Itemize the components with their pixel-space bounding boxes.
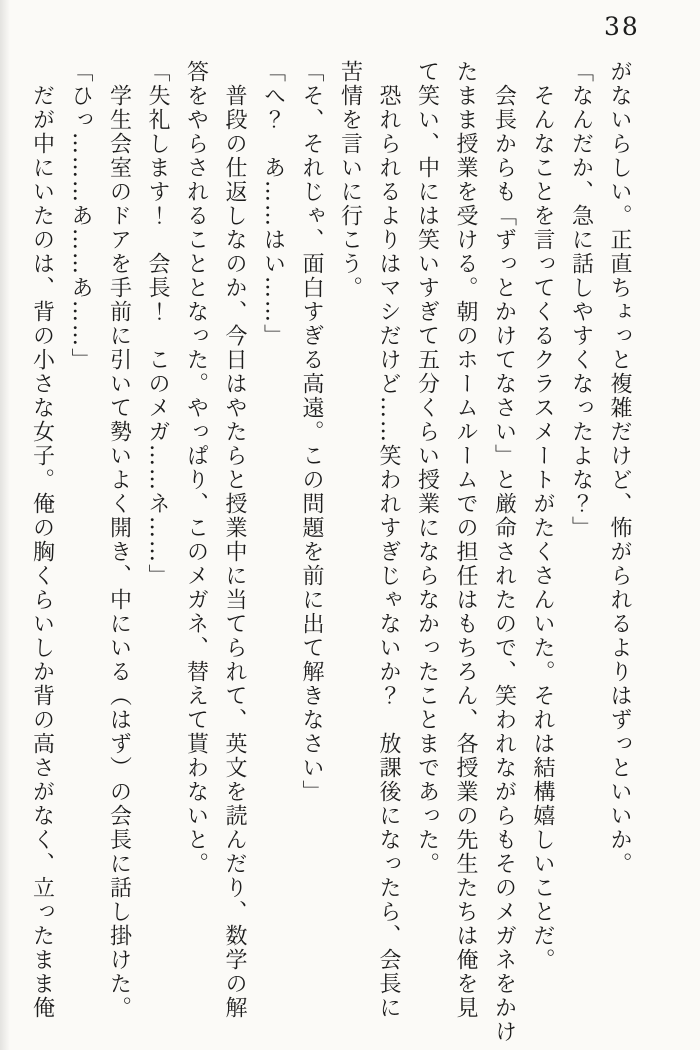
text-column-6: て笑い、中には笑いすぎて五分くらい授業にならなかったことまであった。 <box>414 60 440 876</box>
vertical-text-block <box>22 60 638 1046</box>
text-column-12: 答をやらされることとなった。やっぱり、このメガネ、替えて貰わないと。 <box>183 60 209 876</box>
text-column-16: だが中にいたのは、背の小さな女子。俺の胸くらいしか背の高さがなく、立ったまま俺 <box>29 84 55 1020</box>
text-column-11: 普段の仕返しなのか、今日はやたらと授業中に当てられて、英文を読んだり、数学の解 <box>222 84 247 1020</box>
text-column-8: 苦情を言いに行こう。 <box>337 60 363 300</box>
text-column-5: たまま授業を受ける。朝のホームルームでの担任はもちろん、各授業の先生たちは俺を見 <box>453 60 478 1020</box>
text-column-14: 学生会室のドアを手前に引いて勢いよく開き、中にいる（はず）の会長に話し掛けた。 <box>106 84 132 1020</box>
text-column-7: 恐れられるよりはマシだけど……笑われすぎじゃないか？ 放課後になったら、会長に <box>376 84 401 1020</box>
text-column-15: 「ひっ………あ……あ……」 <box>68 60 93 372</box>
text-column-9: 「そ、それじゃ、面白すぎる高遠。この問題を前に出て解きなさい」 <box>299 60 324 804</box>
text-column-2: 「なんだか、急に話しやすくなったよな？」 <box>568 60 594 540</box>
text-column-1: がないらしい。正直ちょっと複雑だけど、怖がられるよりはずっといいか。 <box>607 60 632 876</box>
text-column-10: 「へ？ あ……はい……」 <box>260 60 286 348</box>
text-column-3: そんなことを言ってくるクラスメートがたくさんいた。それは結構嬉しいことだ。 <box>530 84 555 972</box>
text-column-4: 会長からも「ずっとかけてなさい」と厳命されたので、笑われながらもそのメガネをかけ <box>491 84 517 1044</box>
scan-edge-shading <box>0 0 10 1050</box>
text-column-13: 「失礼します！ 会長！ このメガ……ネ……」 <box>145 60 170 588</box>
page-number: 38 <box>604 12 640 41</box>
